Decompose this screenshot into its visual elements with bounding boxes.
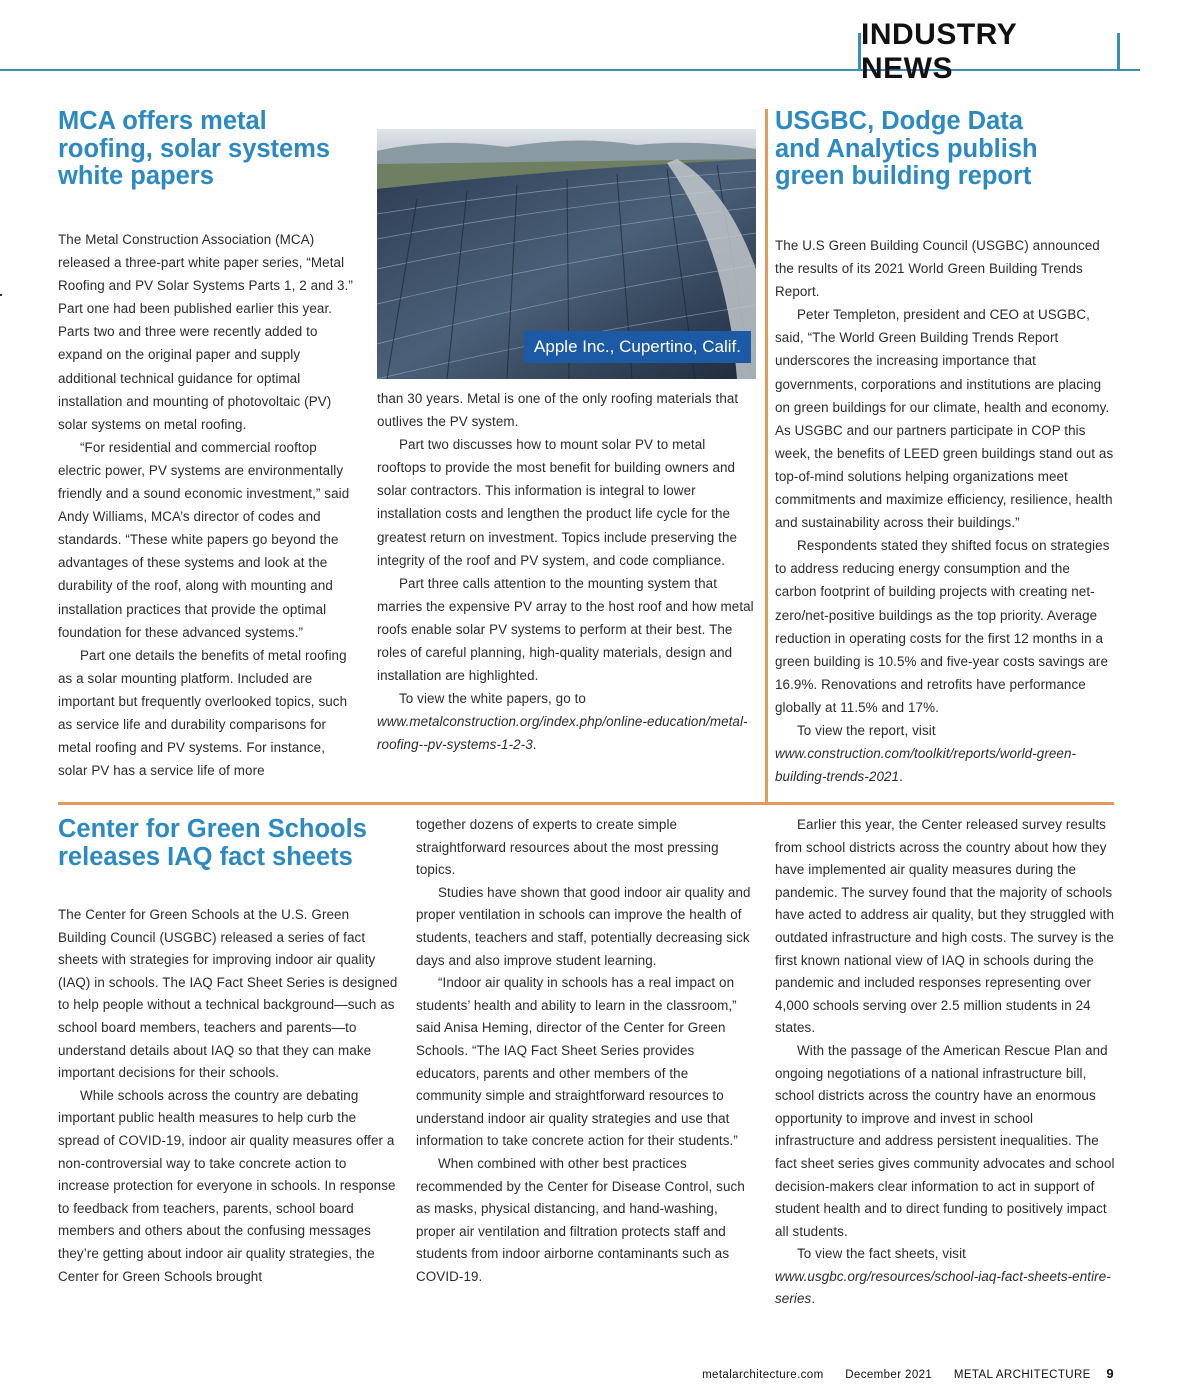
usgbc-headline: USGBC, Dodge Data and Analytics publish green building report	[775, 107, 1038, 190]
usgbc-column	[775, 234, 1115, 788]
mca-col1-para-1: The Metal Construction Association (MCA) released a three-part white paper series, “Metal Roofing and PV Solar Systems Parts 1, 2 and 3.” Part one had been published earlier this year. Parts two and three were recently added to expand on the original paper and supply additional technical guidance for optimal installation and mounting of photovoltaic (PV) solar systems on metal roofing.	[58, 232, 353, 432]
schools-col2-para-3: “Indoor air quality in schools has a real impact on students’ health and ability to learn in the classroom,” said Anisa Heming, director of the Center for Green Schools. “The IAQ Fact Sheet Series provides educators, parents and other members of the community simple and straightforward resources to understand indoor air quality strategies and use that information to take concrete action for their students.”	[416, 975, 738, 1149]
mca-col2-para-2: Part two discusses how to mount solar PV to metal rooftops to provide the most benefit for building owners and solar contractors. This information is integral to lower installation costs and lengthen the product life cycle for the greatest return on investment. Topics include preserving the integrity of the roof and PV system, and code compliance.	[377, 437, 738, 568]
usgbc-link-end: .	[899, 769, 903, 785]
schools-col2-para-1: together dozens of experts to create simple straightforward resources about the most pressing topics.	[416, 817, 719, 878]
schools-link-end: .	[811, 1291, 816, 1307]
schools-col2-para-2: Studies have shown that good indoor air quality and proper ventilation in schools can improve the health of students, teachers and staff, potentially decreasing sick days and also improve student learning.	[416, 884, 751, 968]
mca-headline: MCA offers metal roofing, solar systems white papers	[58, 107, 331, 190]
usgbc-para-2: Peter Templeton, president and CEO at USGBC, said, “The World Green Building Trends Report underscores the increasing importance that governments, corporations and institutions are placing on green buildings for our climate, health and economy. As USGBC and our partners participate in COP this week, the benefits of LEED green buildings stand out as top-of-mind solutions helping organizations meet commitments and maximize efficiency, resilience, health and sustainability across their buildings.”	[775, 307, 1114, 531]
footer-magazine: METAL ARCHITECTURE	[953, 1369, 1091, 1381]
usgbc-para-1: The U.S Green Building Council (USGBC) announced the results of its 2021 World Green Building Trends Report.	[775, 238, 1100, 300]
mca-col1-para-3: Part one details the benefits of metal roofing as a solar mounting platform. Included are important but frequently overlooked topics, such as service life and durability comparisons for metal roofing and PV systems. For instance, solar PV has a service life of more	[58, 647, 348, 779]
mca-link-paragraph	[377, 687, 755, 756]
solar-roof-photo	[377, 129, 756, 379]
footer-issue: December 2021	[845, 1369, 933, 1381]
mca-link-intro: To view the white papers, go to	[399, 691, 586, 707]
footer-site: metalarchitecture.com	[702, 1369, 824, 1381]
mca-link-end: .	[532, 737, 537, 753]
page-footer	[684, 1366, 1114, 1381]
schools-link-intro: To view the fact sheets, visit	[797, 1246, 966, 1262]
schools-column-1	[58, 904, 398, 1288]
schools-col2-para-4: When combined with other best practices recommended by the Center for Disease Control, such as masks, physical distancing, and hand-washing, proper air ventilation and filtration protects staff and students from indoor airborne contaminants such as COVID-19.	[416, 1155, 745, 1284]
mca-white-papers-link[interactable]: www.metalconstruction.org/index.php/online-education/metal-roofing--pv-systems-1-2-3	[377, 714, 748, 753]
usgbc-link-paragraph	[775, 719, 1115, 788]
schools-col1-para-2: While schools across the country are debating important public health measures to help curb the spread of COVID-19, indoor air quality measures offer a non-controversial way to take concrete action to increase protection for everyone in schools. In response to feedback from teachers, parents, school board members and others about the confusing messages they’re getting about indoor air quality strategies, the Center for Green Schools brought	[58, 1087, 396, 1284]
photo-caption: Apple Inc., Cupertino, Calif.	[524, 331, 751, 363]
section-divider	[58, 802, 1114, 805]
schools-col3-para-1: Earlier this year, the Center released survey results from school districts across the country about how they have implemented air quality measures during the pandemic. The survey found that the majority of schools have acted to address air quality, but they struggled with outdated infrastructure and high costs. The survey is the first known national view of IAQ in schools during the pandemic and included responses representing over 4,000 schools serving over 2.5 million students in 24 states.	[775, 817, 1115, 1036]
usgbc-report-link[interactable]: www.construction.com/toolkit/reports/world-green-building-trends-2021	[775, 746, 1077, 785]
schools-link-paragraph	[775, 1243, 1115, 1311]
mca-col2-para-1: than 30 years. Metal is one of the only roofing materials that outlives the PV system.	[377, 391, 739, 430]
usgbc-side-rule	[765, 109, 768, 804]
schools-fact-sheets-link[interactable]: www.usgbc.org/resources/school-iaq-fact-sheets-entire-series	[775, 1268, 1111, 1307]
schools-col1-para-1: The Center for Green Schools at the U.S. Green Building Council (USGBC) released a series of fact sheets with strategies for improving indoor air quality (IAQ) in schools. The IAQ Fact Sheet Series is designed to help people without a technical background—such as school board members, teachers and parents—to understand details about IAQ so that they can make important decisions for their schools.	[58, 907, 398, 1081]
usgbc-para-3: Respondents stated they shifted focus on strategies to address reducing energy consumption and the carbon footprint of building projects with creating net-zero/net-positive buildings as the top priority. Average reduction in operating costs for the first 12 months in a green building is 10.5% and five-year costs savings are 16.9%. Renovations and retrofits have performance globally at 11.5% and 17%.	[775, 538, 1110, 715]
mca-col1-para-2: “For residential and commercial rooftop electric power, PV systems are environmentally friendly and a sound economic investment,” said Andy Williams, MCA’s director of codes and standards. “These white papers go beyond the advantages of these systems and look at the durability of the roof, along with mounting and installation practices that provide the optimal foundation for these advanced systems.”	[58, 439, 350, 640]
schools-column-3	[775, 814, 1115, 1311]
schools-column-2	[416, 814, 756, 1288]
section-title: INDUSTRY NEWS	[858, 33, 1120, 71]
schools-headline: Center for Green Schools releases IAQ fact sheets	[58, 815, 367, 871]
page-number: 9	[1106, 1366, 1114, 1381]
mca-col2-para-3: Part three calls attention to the mounting system that marries the expensive PV array to the host roof and how metal roofs enable solar PV systems to perform at their best. The roles of careful planning, high-quality materials, design and installation are highlighted.	[377, 575, 754, 684]
margin-mark	[0, 294, 2, 296]
mca-column-2	[377, 387, 755, 757]
schools-col3-para-2: With the passage of the American Rescue Plan and ongoing negotiations of a national infrastructure bill, school districts across the country have an enormous opportunity to improve and invest in school infrastructure and address persistent inequalities. The fact sheet series gives community advocates and school decision-makers clear information to act in support of student health and to direct funding to positively impact all students.	[775, 1042, 1115, 1239]
usgbc-link-intro: To view the report, visit	[797, 722, 936, 738]
mca-column-1	[58, 228, 354, 782]
